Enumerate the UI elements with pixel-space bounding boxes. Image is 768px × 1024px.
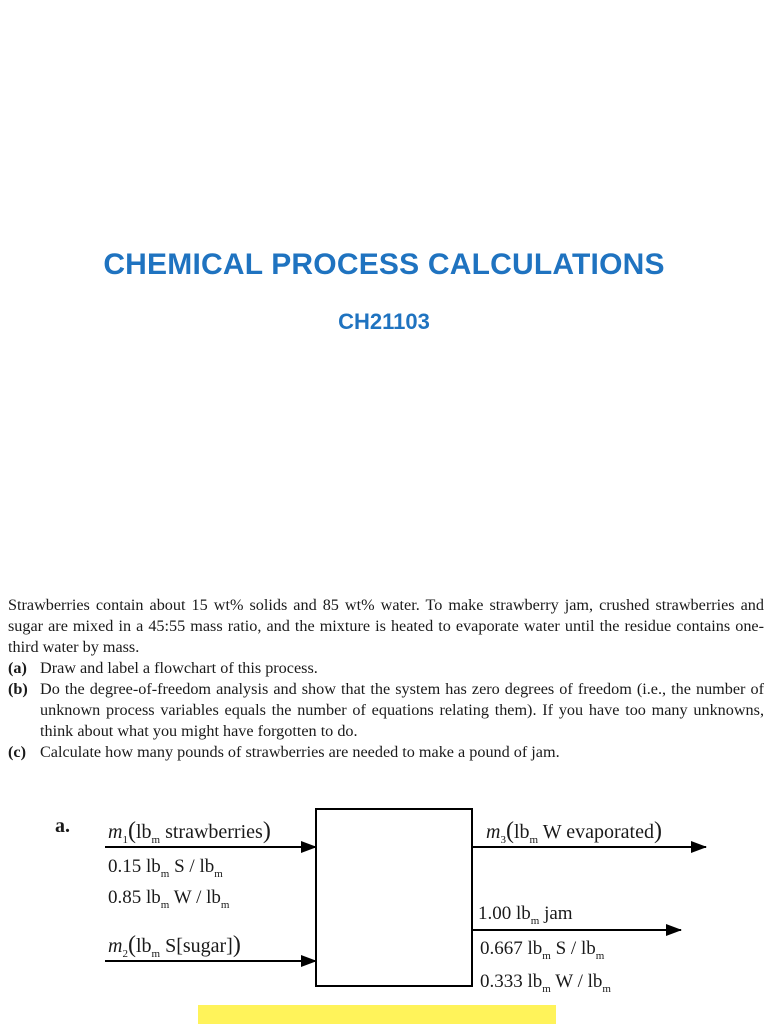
stream-description: S[sugar] [165,935,233,957]
course-code: CH21103 [338,309,430,334]
part-text: Calculate how many pounds of strawberries are needed to make a pound of jam. [40,743,560,761]
unit-subscript: m [151,948,161,960]
out2-comp-s: 0.667 $lb_m$ S / $lb_m$ [480,938,605,962]
problem-intro: Strawberries contain about 15 wt% solids and 85 wt% water. To make strawberry jam, crushed strawberries and sugar are mixed in a 45:55 mass ratio, and the mixture is heated to evaporate water until the residue contains one-third water by mass. [8,596,764,656]
unit-word: lb [527,971,543,992]
part-tag: (a) [8,659,27,677]
unit-word: lb [146,856,161,877]
unit-word: lb [146,887,161,908]
stream-amount: 1.00 [478,903,512,924]
unit-word: lb [513,821,530,843]
var-subscript: 2 [122,948,128,960]
stream-description: jam [544,903,573,924]
unit-word: lb [587,971,603,992]
var-subscript: 3 [500,834,506,846]
species: S [555,938,567,959]
species: W [555,971,573,992]
feed1-comp-w: 0.85 $lb_m$ W / $lb_m$ [108,887,230,911]
stream-description: strawberries [165,821,263,843]
flowchart-part-label: a. [55,815,70,837]
page-title: CHEMICAL PROCESS CALCULATIONS [103,248,665,281]
problem-statement [8,595,764,763]
var-symbol: m [486,821,501,843]
out1-label: $m_3(lb_m$ W evaporated) [486,818,662,846]
mass-fraction: 0.333 [480,971,523,992]
unit-subscript: m [529,834,539,846]
feed2-label: $m_2(lb_m$ S[sugar]) [108,932,241,960]
species: S [174,856,185,877]
out2-comp-w: 0.333 $lb_m$ W / $lb_m$ [480,971,611,995]
process-flowchart [0,800,768,1024]
part-tag: (b) [8,680,28,698]
part-text: Do the degree-of-freedom analysis and show that the system has zero degrees of freedom (i.e., the number of unknown process variables equals the number of equations relating them). If you have too many unknowns, think about what you might have forgotten to do. [40,680,764,740]
unit-word: lb [527,938,543,959]
var-symbol: m [108,821,123,843]
process-unit-box [316,809,472,986]
part-tag: (c) [8,743,26,761]
part-text: Draw and label a flowchart of this process. [40,659,318,677]
unit-word: lb [206,887,221,908]
var-subscript: 1 [122,834,128,846]
unit-word: lb [135,821,152,843]
highlight-band [198,1005,556,1024]
var-symbol: m [108,935,123,957]
out2-amount: 1.00 $lb_m$ jam [478,903,573,927]
problem-part-b [8,679,764,742]
feed1-comp-s: 0.15 $lb_m$ S / $lb_m$ [108,856,223,880]
stream-description: W evaporated [542,821,654,843]
unit-subscript: m [151,834,161,846]
unit-word: lb [580,938,596,959]
mass-fraction: 0.85 [108,887,142,908]
feed1-label: $m_1(lb_m$ strawberries) [108,818,271,846]
unit-word: lb [135,935,152,957]
mass-fraction: 0.667 [480,938,523,959]
unit-word: lb [516,903,531,924]
problem-part-a [8,658,764,679]
unit-word: lb [199,856,215,877]
mass-fraction: 0.15 [108,856,142,877]
problem-part-c [8,742,764,763]
species: W [173,887,192,908]
